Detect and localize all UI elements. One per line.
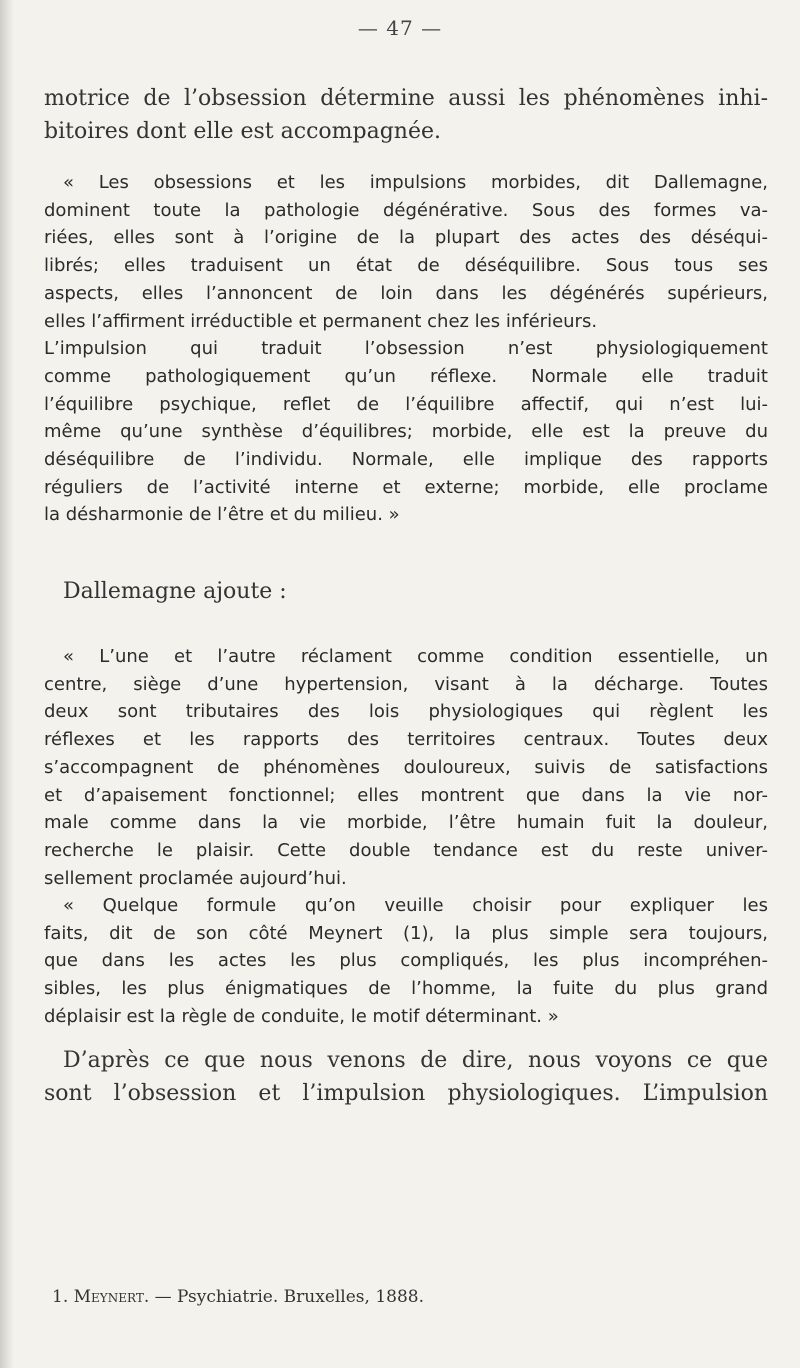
paragraph-2 bbox=[44, 169, 768, 529]
text-line: « Quelque formule qu’on veuille choisir pour expliquer les bbox=[63, 895, 768, 916]
text-line: l’équilibre psychique, reflet de l’équilibre affectif, qui n’est lui- bbox=[44, 393, 768, 415]
paragraph-6 bbox=[44, 1044, 768, 1110]
text-line: aspects, elles l’annoncent de loin dans les dégénérés supérieurs, bbox=[44, 282, 768, 304]
text-line: la désharmonie de l’être et du milieu. » bbox=[44, 504, 400, 526]
text-line: sellement proclamée aujourd’hui. bbox=[44, 867, 347, 889]
text-line: sibles, les plus énigmatiques de l’homme, la fuite du plus grand bbox=[44, 978, 768, 1000]
text-line: Dallemagne ajoute : bbox=[63, 579, 287, 604]
text-line: elles l’affirment irréductible et permanent chez les inférieurs. bbox=[44, 310, 598, 332]
text-line: recherche le plaisir. Cette double tendance est du reste univer- bbox=[44, 839, 768, 861]
text-line: motrice de l’obsession détermine aussi les phénomènes inhi- bbox=[44, 86, 768, 111]
text-line: déséquilibre de l’individu. Normale, elle implique des rapports bbox=[44, 449, 768, 471]
text-line: réguliers de l’activité interne et externe; morbide, elle proclame bbox=[44, 476, 768, 498]
text-line: male comme dans la vie morbide, l’être humain fuit la douleur, bbox=[44, 812, 768, 834]
text-line: riées, elles sont à l’origine de la plupart des actes des déséqui- bbox=[44, 227, 768, 249]
paragraph-5 bbox=[44, 892, 768, 1031]
text-line: sont l’obsession et l’impulsion physiologiques. L’impulsion bbox=[44, 1081, 768, 1106]
text-line: L’impulsion qui traduit l’obsession n’est physiologiquement bbox=[44, 338, 768, 360]
text-line: réflexes et les rapports des territoires centraux. Toutes deux bbox=[44, 729, 768, 751]
footnote-author: Meynert. bbox=[73, 1287, 150, 1307]
paragraph-3 bbox=[44, 575, 768, 608]
text-line: s’accompagnent de phénomènes douloureux, suivis de satisfactions bbox=[44, 756, 768, 778]
footnote-text: — Psychiatrie. Bruxelles, 1888. bbox=[149, 1287, 425, 1307]
footnote bbox=[52, 1287, 424, 1307]
paragraph-1 bbox=[44, 82, 768, 148]
text-line: déplaisir est la règle de conduite, le motif déterminant. » bbox=[44, 1005, 559, 1027]
footnote-marker: 1. bbox=[52, 1287, 69, 1307]
text-line: et d’apaisement fonctionnel; elles montrent que dans la vie nor- bbox=[44, 784, 768, 806]
text-line: même qu’une synthèse d’équilibres; morbide, elle est la preuve du bbox=[44, 421, 768, 443]
text-line: librés; elles traduisent un état de déséquilibre. Sous tous ses bbox=[44, 255, 768, 277]
text-line: comme pathologiquement qu’un réflexe. Normale elle traduit bbox=[44, 365, 768, 387]
page-number: — 47 — bbox=[357, 16, 443, 40]
text-line: deux sont tributaires des lois physiologiques qui règlent les bbox=[44, 701, 768, 723]
text-line: bitoires dont elle est accompagnée. bbox=[44, 119, 441, 144]
text-line: faits, dit de son côté Meynert (1), la plus simple sera toujours, bbox=[44, 922, 768, 944]
text-line: « L’une et l’autre réclament comme condition essentielle, un bbox=[63, 646, 768, 667]
text-line: « Les obsessions et les impulsions morbides, dit Dallemagne, bbox=[63, 172, 768, 193]
page-binding-edge bbox=[0, 0, 14, 1368]
text-line: dominent toute la pathologie dégénérative. Sous des formes va- bbox=[44, 199, 768, 221]
text-line: D’après ce que nous venons de dire, nous voyons ce que bbox=[63, 1048, 768, 1073]
text-line: que dans les actes les plus compliqués, les plus incompréhen- bbox=[44, 950, 768, 972]
text-line: centre, siège d’une hypertension, visant à la décharge. Toutes bbox=[44, 673, 768, 695]
paragraph-4 bbox=[44, 643, 768, 892]
